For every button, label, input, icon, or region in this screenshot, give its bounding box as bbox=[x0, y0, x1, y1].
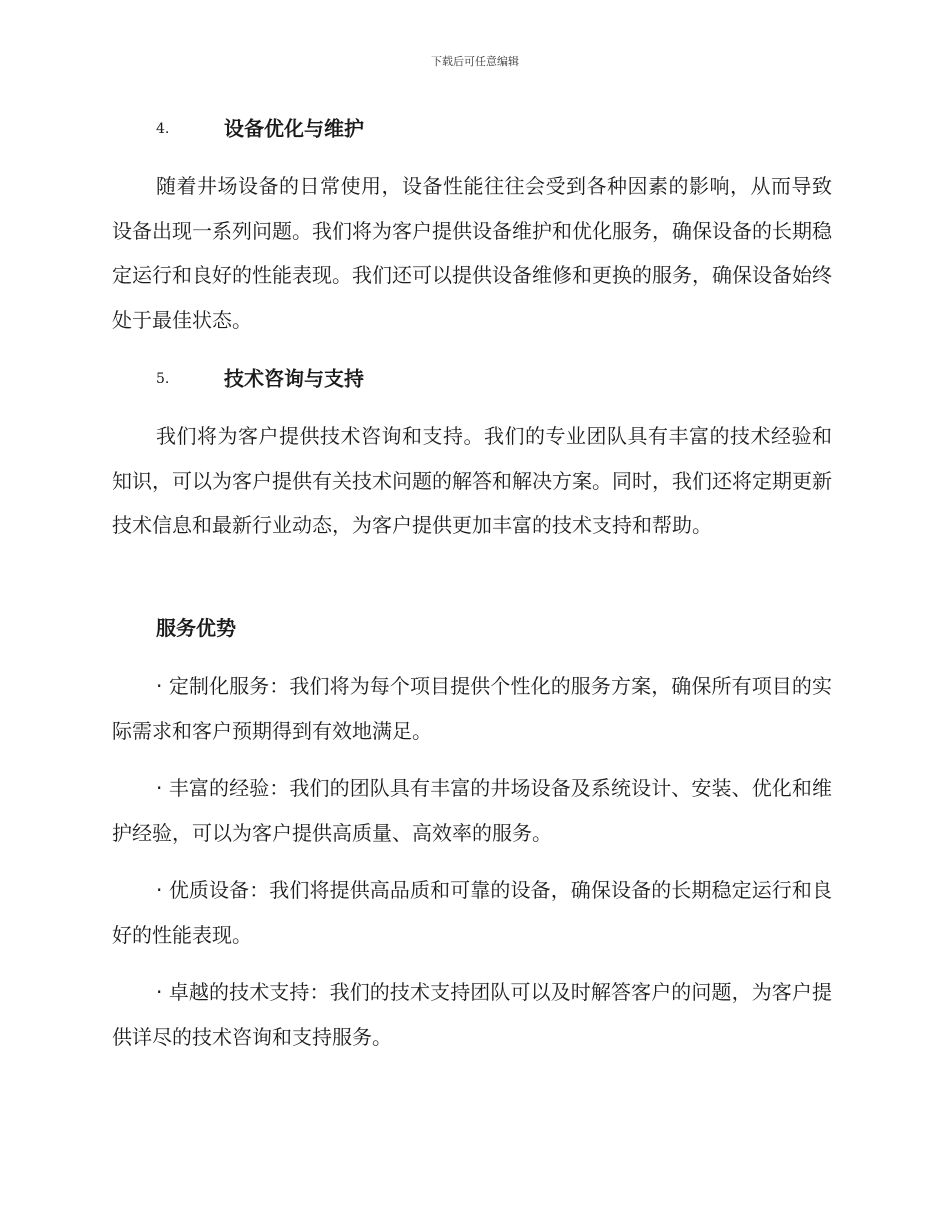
advantage-item: · 卓越的技术支持：我们的技术支持团队可以及时解答客户的问题，为客户提供详尽的技术咨询和支持服务。 bbox=[112, 980, 832, 1049]
advantage-item: · 丰富的经验：我们的团队具有丰富的井场设备及系统设计、安装、优化和维护经验，可以为客户提供高质量、高效率的服务。 bbox=[112, 776, 832, 845]
section-heading-4 bbox=[156, 114, 364, 142]
section-title: 技术咨询与支持 bbox=[224, 366, 364, 391]
section-heading-5 bbox=[156, 364, 364, 392]
advantages-title: 服务优势 bbox=[156, 616, 236, 640]
section-number: 5. bbox=[156, 370, 170, 387]
section-title: 设备优化与维护 bbox=[224, 116, 364, 141]
page-header: 下载后可任意编辑 bbox=[431, 55, 519, 68]
section-number: 4. bbox=[156, 120, 170, 137]
section-body-5: 我们将为客户提供技术咨询和支持。我们的专业团队具有丰富的技术经验和知识，可以为客户提供有关技术问题的解答和解决方案。同时，我们还将定期更新技术信息和最新行业动态，为客户提供更加丰富的技术支持和帮助。 bbox=[112, 424, 832, 537]
advantage-item: · 定制化服务：我们将为每个项目提供个性化的服务方案，确保所有项目的实际需求和客户预期得到有效地满足。 bbox=[112, 674, 832, 743]
advantage-item: · 优质设备：我们将提供高品质和可靠的设备，确保设备的长期稳定运行和良好的性能表现。 bbox=[112, 878, 832, 947]
section-body-4: 随着井场设备的日常使用，设备性能往往会受到各种因素的影响，从而导致设备出现一系列问题。我们将为客户提供设备维护和优化服务，确保设备的长期稳定运行和良好的性能表现。我们还可以提供设备维修和更换的服务，确保设备始终处于最佳状态。 bbox=[112, 174, 832, 332]
